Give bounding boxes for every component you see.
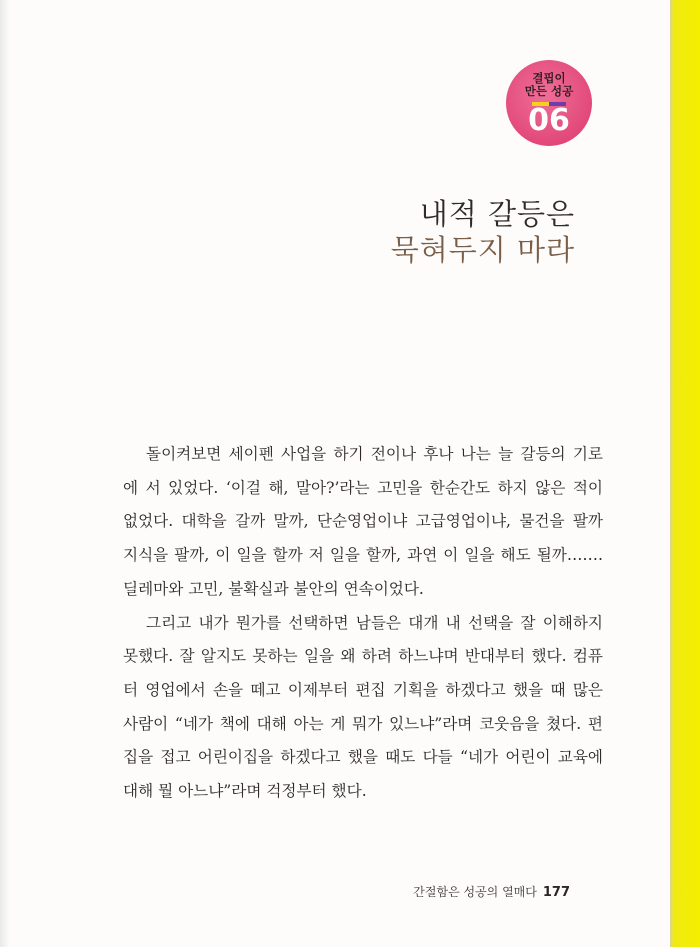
text-line: 딜레마와 고민, 불확실과 불안의 연속이었다. xyxy=(123,579,424,598)
text-line: 터 영업에서 손을 떼고 이제부터 편집 기획을 하겠다고 했을 때 많은 xyxy=(123,680,603,699)
chapter-badge xyxy=(506,60,592,146)
badge-chapter-number: 06 xyxy=(528,103,570,138)
gutter-shadow xyxy=(0,0,10,947)
badge-label-line2: 만든 성공 xyxy=(524,84,574,98)
chapter-title xyxy=(391,196,575,268)
badge-label-line1: 결핍이 xyxy=(532,71,566,85)
paragraph-2 xyxy=(123,607,603,809)
page-number: 177 xyxy=(542,885,570,900)
text-line: 못했다. 잘 알지도 못하는 일을 왜 하려 하느냐며 반대부터 했다. 컴퓨 xyxy=(123,647,603,666)
text-line: 집을 접고 어린이집을 하겠다고 했을 때도 다들 “네가 어린이 교육에 xyxy=(123,748,603,767)
body-text xyxy=(123,438,603,809)
text-line: 없었다. 대학을 갈까 말까, 단순영업이냐 고급영업이냐, 물건을 팔까 xyxy=(123,512,603,531)
text-line: 지식을 팔까, 이 일을 할까 저 일을 할까, 과연 이 일을 해도 될까……. xyxy=(123,546,603,565)
chapter-title-line2: 묵혀두지 마라 xyxy=(390,233,575,267)
text-line: 그리고 내가 뭔가를 선택하면 남들은 대개 내 선택을 잘 이해하지 xyxy=(146,613,603,632)
chapter-title-line1: 내적 갈등은 xyxy=(419,197,575,231)
book-edge-yellow xyxy=(670,0,700,947)
paragraph-1 xyxy=(123,438,603,607)
text-line: 대해 뭘 아느냐”라며 걱정부터 했다. xyxy=(123,782,367,801)
page-footer xyxy=(413,883,570,900)
text-line: 돌이켜보면 세이펜 사업을 하기 전이나 후나 나는 늘 갈등의 기로 xyxy=(146,445,603,463)
text-line: 에 서 있었다. ‘이걸 해, 말아?’라는 고민을 한순간도 하지 않은 적이 xyxy=(123,478,603,497)
running-title: 간절함은 성공의 열매다 xyxy=(413,885,537,899)
text-line: 사람이 “네가 책에 대해 아는 게 뭐가 있느냐”라며 코웃음을 쳤다. 편 xyxy=(123,714,603,733)
